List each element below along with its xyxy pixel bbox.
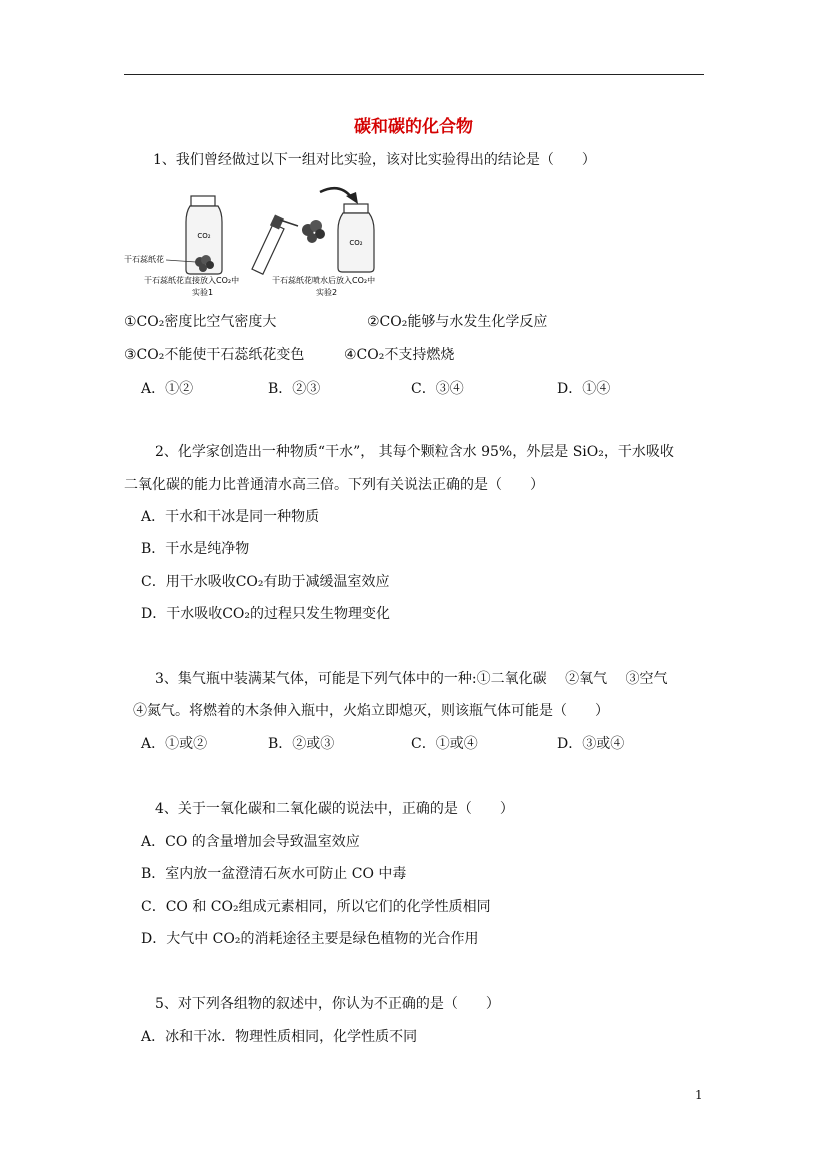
q4-option-b[interactable]: B．室内放一盆澄清石灰水可防止 CO 中毒 bbox=[141, 866, 407, 882]
q2-option-a[interactable]: A．干水和干冰是同一种物质 bbox=[141, 509, 320, 525]
q3-option-c[interactable]: C．①或④ bbox=[411, 736, 478, 752]
q4-stem: 4、关于一氧化碳和二氧化碳的说法中，正确的是（ ） bbox=[155, 801, 514, 817]
q3-option-d[interactable]: D．③或④ bbox=[557, 736, 625, 752]
q1-option-a[interactable]: A．①② bbox=[141, 381, 194, 397]
q2-stem-line-2: 二氧化碳的能力比普通清水高三倍。下列有关说法正确的是（ ） bbox=[124, 477, 544, 493]
q3-option-b[interactable]: B．②或③ bbox=[268, 736, 335, 752]
q1-option-d[interactable]: D．①④ bbox=[557, 381, 611, 397]
q5-option-a[interactable]: A．冰和干冰．物理性质相同，化学性质不同 bbox=[141, 1029, 418, 1045]
page-title: 碳和碳的化合物 bbox=[354, 117, 473, 137]
page-number: 1 bbox=[695, 1088, 703, 1102]
q1-stem: 1、我们曾经做过以下一组对比实验，该对比实验得出的结论是（ ） bbox=[153, 152, 596, 168]
q2-option-b[interactable]: B．干水是纯净物 bbox=[141, 541, 250, 557]
exp1-caption: 干石蕊纸花直接放入CO₂中 bbox=[144, 276, 240, 285]
header-rule bbox=[124, 74, 704, 75]
exp1-name: 实验1 bbox=[192, 288, 214, 297]
q4-option-c[interactable]: C．CO 和 CO₂组成元素相同，所以它们的化学性质相同 bbox=[141, 899, 491, 915]
q4-option-a[interactable]: A．CO 的含量增加会导致温室效应 bbox=[141, 834, 360, 850]
q1-option-c[interactable]: C．③④ bbox=[411, 381, 464, 397]
q1-statement-2: ②CO₂能够与水发生化学反应 bbox=[367, 314, 548, 330]
q5-stem: 5、对下列各组物的叙述中，你认为不正确的是（ ） bbox=[155, 996, 500, 1012]
flower-2 bbox=[302, 220, 325, 243]
q3-stem-line-1: 3、集气瓶中装满某气体，可能是下列气体中的一种:①二氧化碳 ②氧气 ③空气 bbox=[155, 671, 668, 687]
q1-statement-1: ①CO₂密度比空气密度大 bbox=[124, 314, 277, 330]
q3-option-a[interactable]: A．①或② bbox=[141, 736, 208, 752]
q1-statement-4: ④CO₂不支持燃烧 bbox=[344, 347, 455, 363]
q2-option-c[interactable]: C．用干水吸收CO₂有助于减缓温室效应 bbox=[141, 574, 390, 590]
exp2-name: 实验2 bbox=[316, 288, 338, 297]
exp2-caption: 干石蕊纸花喷水后放入CO₂中 bbox=[272, 276, 376, 285]
jar-1-label: CO₂ bbox=[197, 232, 211, 240]
flower-label: 干石蕊纸花 bbox=[124, 255, 164, 264]
jar-1 bbox=[166, 196, 222, 274]
q1-statement-3: ③CO₂不能使干石蕊纸花变色 bbox=[124, 347, 305, 363]
jar-2-label: CO₂ bbox=[349, 239, 363, 247]
spray-bottle bbox=[252, 214, 298, 274]
q2-stem-line-1: 2、化学家创造出一种物质“干水”， 其每个颗粒含水 95%，外层是 SiO₂，干水吸收 bbox=[155, 444, 674, 460]
q4-option-d[interactable]: D．大气中 CO₂的消耗途径主要是绿色植物的光合作用 bbox=[141, 931, 479, 947]
jar-2 bbox=[338, 204, 374, 272]
q3-stem-line-2: ④氮气。将燃着的木条伸入瓶中，火焰立即熄灭，则该瓶气体可能是（ ） bbox=[133, 703, 609, 719]
experiment-figure bbox=[120, 182, 410, 300]
q1-option-b[interactable]: B．②③ bbox=[268, 381, 321, 397]
q2-option-d[interactable]: D．干水吸收CO₂的过程只发生物理变化 bbox=[141, 606, 391, 622]
